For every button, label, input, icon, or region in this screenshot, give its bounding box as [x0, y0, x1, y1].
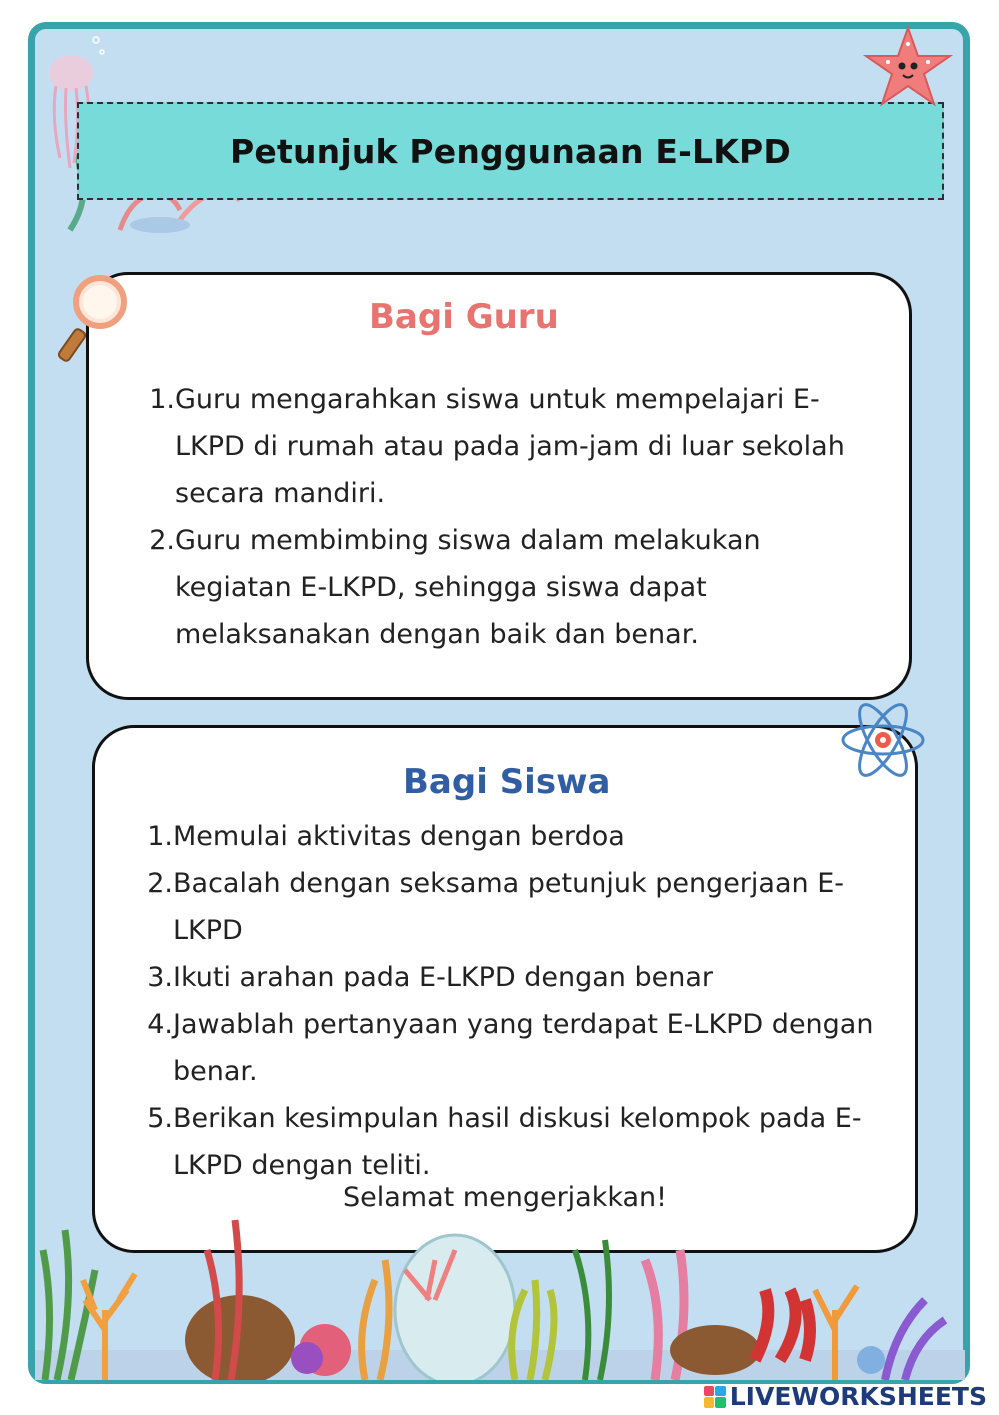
page-title: Petunjuk Penggunaan E-LKPD: [230, 131, 791, 171]
item-text: Jawablah pertanyaan yang terdapat E-LKPD dengan benar.: [173, 1009, 874, 1087]
item-text: Guru mengarahkan siswa untuk mempelajari E-LKPD di rumah atau pada jam-jam di luar sekolah secara mandiri.: [175, 384, 845, 509]
item-number: 2.: [149, 525, 175, 556]
guru-list: [141, 376, 881, 658]
guru-heading: Bagi Guru: [369, 297, 559, 337]
magnifier-icon: [56, 272, 136, 368]
logo-text: LIVEWORKSHEETS: [729, 1382, 987, 1411]
item-text: Bacalah dengan seksama petunjuk pengerjaan E-LKPD: [173, 868, 844, 946]
item-text: Berikan kesimpulan hasil diskusi kelompok pada E-LKPD dengan teliti.: [173, 1103, 862, 1181]
item-number: 1.: [147, 821, 173, 852]
closing-message: Selamat mengerjakkan!: [342, 1182, 667, 1213]
list-item: [141, 376, 881, 517]
list-item: [139, 1095, 889, 1189]
item-number: 5.: [147, 1103, 173, 1134]
list-item: [141, 517, 881, 658]
item-text: Ikuti arahan pada E-LKPD dengan benar: [173, 962, 713, 993]
item-text: Memulai aktivitas dengan berdoa: [173, 821, 625, 852]
siswa-list: [139, 813, 889, 1189]
coral-reef-icon: [35, 1190, 965, 1380]
item-number: 4.: [147, 1009, 173, 1040]
atom-icon: [838, 700, 928, 780]
item-number: 2.: [147, 868, 173, 899]
siswa-card: [92, 725, 918, 1253]
item-text: Guru membimbing siswa dalam melakukan kegiatan E-LKPD, sehingga siswa dapat melaksanakan dengan baik dan benar.: [175, 525, 761, 650]
list-item: [139, 860, 889, 954]
liveworksheets-logo: [704, 1382, 987, 1411]
starfish-icon: [858, 24, 958, 110]
logo-icon: [704, 1386, 726, 1408]
title-banner: [77, 102, 944, 200]
guru-card: [86, 272, 912, 700]
list-item: [139, 813, 889, 860]
siswa-heading: Bagi Siswa: [403, 762, 611, 802]
list-item: [139, 954, 889, 1001]
item-number: 3.: [147, 962, 173, 993]
list-item: [139, 1001, 889, 1095]
item-number: 1.: [149, 384, 175, 415]
